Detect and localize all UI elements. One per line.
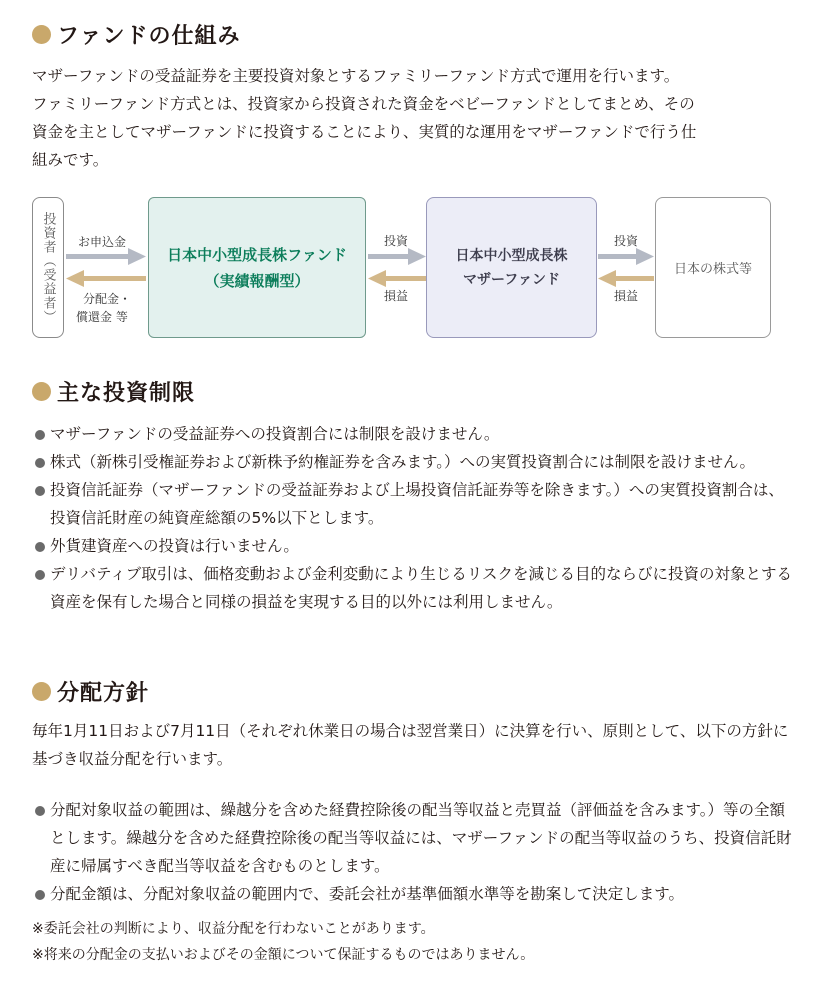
bullet-dot-icon (32, 382, 51, 401)
distribution-label-line1: 分配金・ (83, 292, 132, 306)
section-title: ファンドの仕組み (57, 24, 241, 49)
arrow-invest-2 (598, 248, 654, 265)
list-item: 分配金額は、分配対象収益の範囲内で、委託会社が基準価額水準等を勘案して決定します。 (32, 880, 792, 908)
list-item: 株式（新株引受権証券および新株予約権証券を含みます。）への実質投資割合には制限を設けません。 (32, 448, 792, 476)
list-item: マザーファンドの受益証券への投資割合には制限を設けません。 (32, 420, 792, 448)
distribution-policy-list (32, 796, 792, 908)
section-title: 分配方針 (57, 681, 150, 706)
footnote-1: ※委託会社の判断により、収益分配を行わないことがあります。 (32, 921, 435, 937)
arrow-subscription (66, 248, 146, 265)
footnote-2: ※将来の分配金の支払いおよびその金額について保証するものではありません。 (32, 947, 535, 963)
section-title: 主な投資制限 (57, 381, 196, 406)
invest-label-2: 投資 (614, 234, 639, 248)
profit-label-1: 損益 (384, 289, 409, 303)
mother-fund-name-line2: マザーファンド (462, 271, 561, 288)
mother-fund-name-line1: 日本中小型成長株 (455, 247, 568, 264)
profit-label-2: 損益 (614, 289, 639, 303)
bullet-dot-icon (32, 682, 51, 701)
distribution-label-line2: 償還金 等 (76, 310, 128, 324)
arrow-invest-1 (368, 248, 426, 265)
investment-restrictions-list (32, 420, 792, 616)
flow-arrows (0, 0, 836, 400)
arrow-distribution (66, 270, 146, 287)
baby-fund-type: （実績報酬型） (204, 271, 310, 290)
baby-fund-name: 日本中小型成長株ファンド (167, 245, 347, 264)
subscription-label: お申込金 (78, 235, 127, 249)
list-item: 分配対象収益の範囲は、繰越分を含めた経費控除後の配当等収益と売買益（評価益を含みます。）等の全額とします。繰越分を含めた経費控除後の配当等収益には、マザーファンドの配当等収益のうち、投資信託財産に帰属すべき配当等収益を含むものとします。 (32, 796, 792, 880)
list-item: 外貨建資産への投資は行いません。 (32, 532, 792, 560)
list-item: デリバティブ取引は、価格変動および金利変動により生じるリスクを減じる目的ならびに投資の対象とする資産を保有した場合と同様の損益を実現する目的以外には利用しません。 (32, 560, 792, 616)
fund-structure-description: マザーファンドの受益証券を主要投資対象とするファミリーファンド方式で運用を行います。 ファミリーファンド方式とは、投資家から投資された資金をベビーファンドとしてまとめ、その 資金を主としてマザーファンドに投資することにより、実質的な運用をマザーファンドで行う仕 組みです。 (32, 67, 697, 169)
japanese-stocks-label: 日本の株式等 (673, 262, 752, 277)
arrow-profit-1 (368, 270, 426, 287)
distribution-policy-description: 毎年1月11日および7月11日（それぞれ休業日の場合は翌営業日）に決算を行い、原則として、以下の方針に基づき収益分配を行います。 (32, 722, 789, 768)
section-heading-investment-restrictions (32, 376, 195, 407)
invest-label-1: 投資 (384, 234, 409, 248)
investor-label: 投資者（受益者） (40, 211, 56, 324)
section-heading-distribution-policy (32, 676, 149, 707)
arrow-profit-2 (598, 270, 654, 287)
list-item: 投資信託証券（マザーファンドの受益証券および上場投資信託証券等を除きます。）への実質投資割合は、投資信託財産の純資産総額の5%以下とします。 (32, 476, 792, 532)
